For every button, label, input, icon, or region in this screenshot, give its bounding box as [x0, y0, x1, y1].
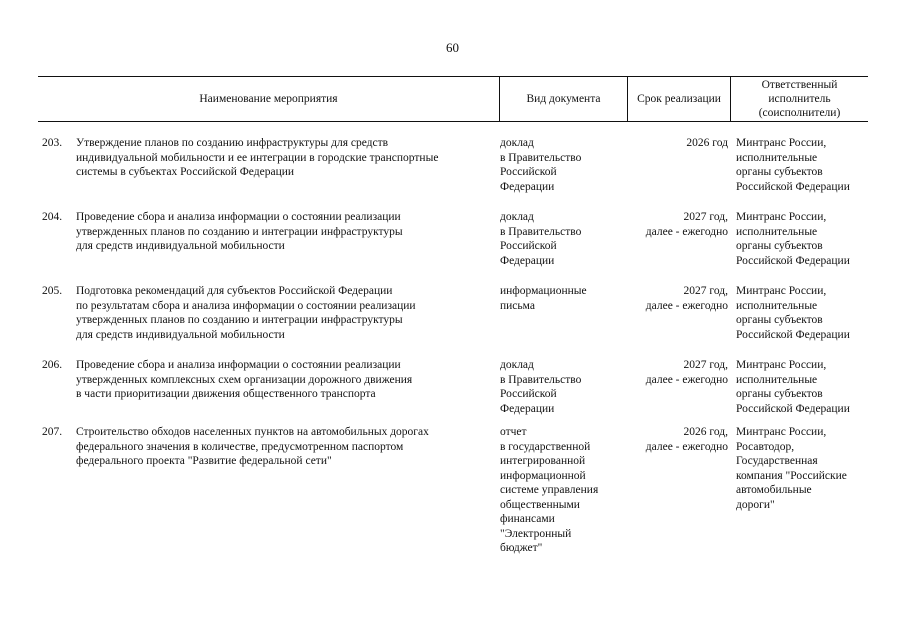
- row-number: 203.: [42, 137, 63, 149]
- row-number: 205.: [42, 285, 63, 297]
- activities-table: [38, 76, 868, 554]
- row-doc-type: информационные письма: [500, 285, 587, 312]
- row-responsible: Минтранс России, исполнительные органы субъектов Российской Федерации: [736, 137, 850, 193]
- header-responsible: Ответственный исполнитель (соисполнители): [758, 79, 841, 119]
- row-term: 2027 год, далее - ежегодно: [645, 285, 728, 312]
- header-term: Срок реализации: [628, 77, 731, 121]
- row-doc-type: доклад в Правительство Российской Федерации: [500, 211, 582, 267]
- header-doc-type: Вид документа: [500, 77, 628, 121]
- row-number: 207.: [42, 426, 63, 438]
- row-doc-type: доклад в Правительство Российской Федерации: [500, 359, 582, 415]
- row-responsible: Минтранс России, Росавтодор, Государственная компания "Российские автомобильные дороги": [736, 426, 847, 511]
- table-header: [38, 76, 868, 122]
- row-number: 206.: [42, 359, 63, 371]
- row-term: 2026 год, далее - ежегодно: [645, 426, 728, 453]
- header-name: Наименование мероприятия: [38, 77, 500, 121]
- row-term: 2026 год: [686, 137, 728, 149]
- row-responsible: Минтранс России, исполнительные органы субъектов Российской Федерации: [736, 285, 850, 341]
- row-responsible: Минтранс России, исполнительные органы субъектов Российской Федерации: [736, 211, 850, 267]
- row-number: 204.: [42, 211, 63, 223]
- page-number: 60: [446, 40, 459, 55]
- row-name: Строительство обходов населенных пунктов на автомобильных дорогах федерального значения в количестве, предусмотренном паспортом федерального проекта "Развитие федеральной сети": [76, 426, 429, 467]
- row-doc-type: отчет в государственной интегрированной информационной системе управления общественными финансами "Электронный бюджет": [500, 426, 599, 554]
- row-name: Проведение сбора и анализа информации о состоянии реализации утвержденных планов по созданию и интеграции инфраструктуры для средств индивидуальной мобильности: [76, 211, 403, 252]
- row-name: Подготовка рекомендаций для субъектов Российской Федерации по результатам сбора и анализа информации о состоянии реализации утвержденных планов по созданию и интеграции инфраструктуры для средств индивидуальной мобильности: [76, 285, 416, 341]
- row-responsible: Минтранс России, исполнительные органы субъектов Российской Федерации: [736, 359, 850, 415]
- row-doc-type: доклад в Правительство Российской Федерации: [500, 137, 582, 193]
- row-name: Утверждение планов по созданию инфраструктуры для средств индивидуальной мобильности и ее интеграции в городские транспортные системы в субъектах Российской Федерации: [76, 137, 439, 178]
- row-name: Проведение сбора и анализа информации о состоянии реализации утвержденных комплексных схем организации дорожного движения в части приоритизации движения общественного транспорта: [76, 359, 413, 400]
- row-term: 2027 год, далее - ежегодно: [645, 211, 728, 238]
- row-term: 2027 год, далее - ежегодно: [645, 359, 728, 386]
